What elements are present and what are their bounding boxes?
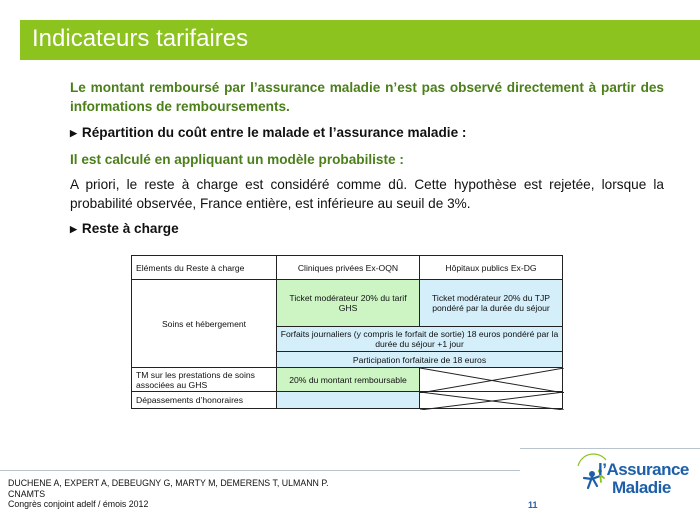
footer-credits (8, 478, 329, 510)
logo-text-maladie: Maladie (612, 478, 671, 497)
depassements-private-cell (276, 391, 420, 409)
slide-title: Indicateurs tarifaires (32, 25, 249, 52)
participation-cell: Participation forfaitaire de 18 euros (276, 351, 563, 368)
tm-private-cell: Ticket modérateur 20% du tarif GHS (276, 279, 420, 327)
footer-authors: DUCHENE A, EXPERT A, DEBEUGNY G, MARTY M, DEMERENS T, ULMANN P. (8, 478, 329, 488)
header-cliniques: Cliniques privées Ex-OQN (276, 255, 420, 280)
depassements-public-cell-na (419, 391, 563, 409)
row-label-tm: TM sur les prestations de soins associées au GHS (131, 367, 277, 392)
footer-divider (0, 470, 520, 471)
triangle-right-icon: ▶ (70, 224, 77, 234)
title-bar (20, 20, 700, 60)
row-label-depassements: Dépassements d’honoraires (131, 391, 277, 409)
bullet-repartition-text: Répartition du coût entre le malade et l’assurance maladie : (81, 125, 467, 140)
triangle-right-icon: ▶ (70, 128, 77, 138)
page-number: 11 (528, 500, 538, 510)
cross-mark-icon (420, 368, 564, 393)
assurance-maladie-logo (560, 448, 689, 503)
tm-assoc-private-cell: 20% du montant remboursable (276, 367, 420, 392)
paragraph: A priori, le reste à charge est considéré comme dû. Cette hypothèse est rejetée, lorsque la probabilité observée, France entière, est inférieure au seuil de 3%. (70, 177, 664, 211)
footer-org: CNAMTS (8, 488, 46, 499)
tm-assoc-public-cell-na (419, 367, 563, 392)
tm-public-cell: Ticket modérateur 20% du TJP pondéré par la durée du séjour (419, 279, 563, 327)
forfaits-cell: Forfaits journaliers (y compris le forfait de sortie) 18 euros pondéré par la durée du séjour +1 jour (276, 326, 563, 352)
bullet-repartition (70, 125, 466, 140)
row-label-soins: Soins et hébergement (131, 279, 277, 368)
bullet-reste-a-charge (70, 221, 179, 236)
subheading: Il est calculé en appliquant un modèle probabiliste : (70, 152, 404, 167)
footer-event: Congrès conjoint adelf / émois 2012 (8, 499, 149, 509)
header-elements: Eléments du Reste à charge (131, 255, 277, 280)
logo-text-assurance: l’Assurance (598, 460, 689, 479)
bullet-reste-a-charge-text: Reste à charge (81, 221, 179, 236)
intro-text: Le montant remboursé par l’assurance maladie n’est pas observé directement à partir des informations de remboursements. (70, 80, 664, 114)
header-hopitaux: Hôpitaux publics Ex-DG (419, 255, 563, 280)
reste-a-charge-table (131, 255, 563, 410)
cross-mark-icon (420, 392, 564, 410)
